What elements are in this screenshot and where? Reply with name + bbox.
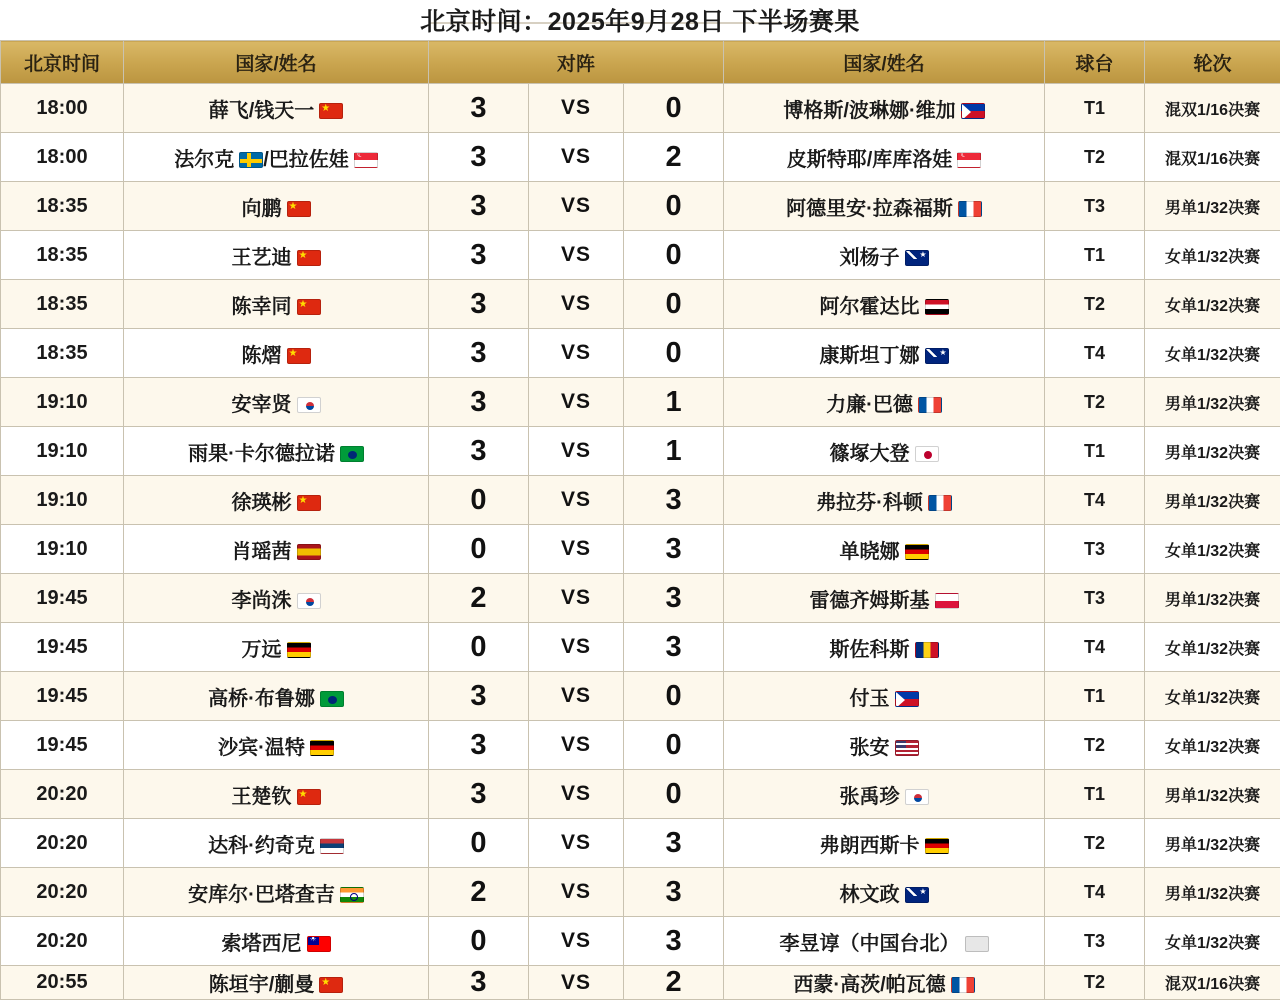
left-score: 3 — [429, 427, 529, 476]
right-player-name: 弗拉芬·科顿 — [724, 476, 1045, 525]
match-round: 女单1/32决赛 — [1145, 525, 1280, 574]
right-score: 0 — [624, 672, 724, 721]
match-round: 男单1/32决赛 — [1145, 770, 1280, 819]
match-time: 20:55 — [1, 966, 124, 1000]
match-time: 20:20 — [1, 770, 124, 819]
match-table-number: T1 — [1045, 770, 1145, 819]
right-player-name: 张禹珍 — [724, 770, 1045, 819]
right-player-name: 力廉·巴德 — [724, 378, 1045, 427]
match-table-number: T2 — [1045, 133, 1145, 182]
match-table-number: T1 — [1045, 672, 1145, 721]
country-flag-icon — [961, 103, 985, 119]
match-time: 18:00 — [1, 84, 124, 133]
match-round: 女单1/32决赛 — [1145, 280, 1280, 329]
country-flag-icon — [319, 977, 343, 993]
country-flag-icon — [915, 446, 939, 462]
vs-label: VS — [529, 868, 624, 917]
right-player-name: 阿尔霍达比 — [724, 280, 1045, 329]
country-flag-icon — [310, 740, 334, 756]
match-time: 18:35 — [1, 182, 124, 231]
match-table-number: T1 — [1045, 231, 1145, 280]
match-round: 女单1/32决赛 — [1145, 329, 1280, 378]
country-flag-icon — [297, 593, 321, 609]
country-flag-icon — [239, 152, 263, 168]
match-time: 19:45 — [1, 623, 124, 672]
country-flag-icon — [925, 299, 949, 315]
match-table-number: T1 — [1045, 427, 1145, 476]
vs-label: VS — [529, 427, 624, 476]
table-row — [1, 378, 1280, 427]
vs-label: VS — [529, 525, 624, 574]
left-score: 3 — [429, 966, 529, 1000]
match-time: 20:20 — [1, 868, 124, 917]
country-flag-icon — [965, 936, 989, 952]
left-score: 0 — [429, 476, 529, 525]
left-score: 3 — [429, 770, 529, 819]
vs-label: VS — [529, 721, 624, 770]
right-score: 3 — [624, 525, 724, 574]
left-score: 2 — [429, 868, 529, 917]
match-time: 19:45 — [1, 672, 124, 721]
left-player-name: 高桥·布鲁娜 — [124, 672, 429, 721]
vs-label: VS — [529, 819, 624, 868]
table-row — [1, 868, 1280, 917]
vs-label: VS — [529, 84, 624, 133]
country-flag-icon — [320, 691, 344, 707]
left-score: 2 — [429, 574, 529, 623]
table-row — [1, 721, 1280, 770]
match-time: 19:45 — [1, 574, 124, 623]
country-flag-icon — [319, 103, 343, 119]
left-player-name: 徐瑛彬★ — [124, 476, 429, 525]
right-player-name: 博格斯/波琳娜·维加 — [724, 84, 1045, 133]
right-score: 2 — [624, 966, 724, 1000]
country-flag-icon — [925, 838, 949, 854]
table-row — [1, 427, 1280, 476]
right-score: 0 — [624, 280, 724, 329]
right-player-name: 斯佐科斯 — [724, 623, 1045, 672]
country-flag-icon — [297, 250, 321, 266]
match-time: 18:35 — [1, 329, 124, 378]
country-flag-icon — [287, 642, 311, 658]
match-table-number: T4 — [1045, 329, 1145, 378]
match-round: 男单1/32决赛 — [1145, 574, 1280, 623]
left-player-name: 索塔西尼☀ — [124, 917, 429, 966]
country-flag-icon — [297, 397, 321, 413]
country-flag-icon — [905, 544, 929, 560]
left-player-name: 王楚钦★ — [124, 770, 429, 819]
match-table-number: T3 — [1045, 574, 1145, 623]
match-table-number: T3 — [1045, 917, 1145, 966]
match-round: 男单1/32决赛 — [1145, 819, 1280, 868]
country-flag-icon — [307, 936, 331, 952]
match-time: 19:10 — [1, 427, 124, 476]
table-row — [1, 231, 1280, 280]
vs-label: VS — [529, 770, 624, 819]
vs-label: VS — [529, 182, 624, 231]
match-table-number: T2 — [1045, 819, 1145, 868]
match-round: 女单1/32决赛 — [1145, 623, 1280, 672]
match-round: 女单1/32决赛 — [1145, 721, 1280, 770]
match-round: 女单1/32决赛 — [1145, 672, 1280, 721]
table-row — [1, 623, 1280, 672]
country-flag-icon — [957, 152, 981, 168]
match-time: 19:10 — [1, 525, 124, 574]
country-flag-icon — [895, 691, 919, 707]
match-time: 19:10 — [1, 476, 124, 525]
table-row — [1, 84, 1280, 133]
table-row — [1, 966, 1280, 1000]
left-player-name: 安宰贤 — [124, 378, 429, 427]
right-score: 0 — [624, 770, 724, 819]
right-player-name: 刘杨子★ — [724, 231, 1045, 280]
left-score: 3 — [429, 672, 529, 721]
match-time: 18:35 — [1, 231, 124, 280]
right-score: 0 — [624, 329, 724, 378]
match-time: 20:20 — [1, 819, 124, 868]
vs-label: VS — [529, 672, 624, 721]
left-player-name: 陈熠★ — [124, 329, 429, 378]
column-header-matchup: 对阵 — [429, 41, 724, 84]
vs-label: VS — [529, 917, 624, 966]
country-flag-icon — [895, 740, 919, 756]
left-player-name: 达科·约奇克 — [124, 819, 429, 868]
left-player-name: 李尚洙 — [124, 574, 429, 623]
match-time: 20:20 — [1, 917, 124, 966]
table-header — [1, 41, 1280, 84]
table-row — [1, 819, 1280, 868]
table-header-row — [1, 41, 1280, 84]
match-round: 男单1/32决赛 — [1145, 427, 1280, 476]
right-player-name: 李昱谆（中国台北） — [724, 917, 1045, 966]
column-header-time: 北京时间 — [1, 41, 124, 84]
table-row — [1, 525, 1280, 574]
left-score: 3 — [429, 84, 529, 133]
match-round: 女单1/32决赛 — [1145, 917, 1280, 966]
country-flag-icon — [287, 348, 311, 364]
table-row — [1, 476, 1280, 525]
match-time: 18:35 — [1, 280, 124, 329]
left-score: 0 — [429, 525, 529, 574]
country-flag-icon — [951, 977, 975, 993]
right-score: 3 — [624, 623, 724, 672]
table-body — [1, 84, 1280, 1000]
vs-label: VS — [529, 966, 624, 1000]
vs-label: VS — [529, 574, 624, 623]
left-score: 3 — [429, 133, 529, 182]
country-flag-icon — [918, 397, 942, 413]
country-flag-icon — [915, 642, 939, 658]
match-round: 男单1/32决赛 — [1145, 378, 1280, 427]
country-flag-icon — [354, 152, 378, 168]
match-time: 18:00 — [1, 133, 124, 182]
left-score: 3 — [429, 231, 529, 280]
left-score: 3 — [429, 280, 529, 329]
left-player-name: 陈幸同★ — [124, 280, 429, 329]
country-flag-icon — [935, 593, 959, 609]
match-round: 男单1/32决赛 — [1145, 182, 1280, 231]
left-player-name: 雨果·卡尔德拉诺 — [124, 427, 429, 476]
country-flag-icon — [320, 838, 344, 854]
table-row — [1, 770, 1280, 819]
table-row — [1, 917, 1280, 966]
match-table-number: T2 — [1045, 721, 1145, 770]
right-player-name: 阿德里安·拉森福斯 — [724, 182, 1045, 231]
left-player-name: 沙宾·温特 — [124, 721, 429, 770]
column-header-table: 球台 — [1045, 41, 1145, 84]
left-score: 3 — [429, 329, 529, 378]
right-score: 3 — [624, 574, 724, 623]
match-round: 混双1/16决赛 — [1145, 966, 1280, 1000]
table-row — [1, 672, 1280, 721]
match-round: 男单1/32决赛 — [1145, 476, 1280, 525]
match-time: 19:45 — [1, 721, 124, 770]
country-flag-icon — [297, 544, 321, 560]
left-player-name: 肖瑶茜 — [124, 525, 429, 574]
left-score: 0 — [429, 819, 529, 868]
country-flag-icon — [905, 887, 929, 903]
match-results-table — [0, 40, 1280, 1000]
column-header-right-player: 国家/姓名 — [724, 41, 1045, 84]
right-player-name: 西蒙·高茨/帕瓦德 — [724, 966, 1045, 1000]
page-title-bar — [0, 0, 1280, 40]
match-table-number: T2 — [1045, 280, 1145, 329]
left-score: 3 — [429, 182, 529, 231]
left-player-name: 法尔克 /巴拉佐娃☾ — [124, 133, 429, 182]
right-score: 3 — [624, 868, 724, 917]
right-player-name: 弗朗西斯卡 — [724, 819, 1045, 868]
right-player-name: 雷德齐姆斯基 — [724, 574, 1045, 623]
right-player-name: 单晓娜 — [724, 525, 1045, 574]
right-player-name: 张安 — [724, 721, 1045, 770]
country-flag-icon — [905, 250, 929, 266]
left-score: 3 — [429, 721, 529, 770]
vs-label: VS — [529, 476, 624, 525]
right-player-name: 皮斯特耶/库库洛娃☾ — [724, 133, 1045, 182]
table-row — [1, 574, 1280, 623]
right-score: 0 — [624, 182, 724, 231]
country-flag-icon — [287, 201, 311, 217]
country-flag-icon — [925, 348, 949, 364]
vs-label: VS — [529, 378, 624, 427]
column-header-round: 轮次 — [1145, 41, 1280, 84]
vs-label: VS — [529, 623, 624, 672]
vs-label: VS — [529, 280, 624, 329]
right-score: 3 — [624, 917, 724, 966]
vs-label: VS — [529, 133, 624, 182]
country-flag-icon — [297, 299, 321, 315]
match-table-number: T3 — [1045, 525, 1145, 574]
right-score: 3 — [624, 819, 724, 868]
country-flag-icon — [340, 887, 364, 903]
right-score: 1 — [624, 378, 724, 427]
country-flag-icon — [297, 495, 321, 511]
match-table-number: T4 — [1045, 868, 1145, 917]
table-row — [1, 329, 1280, 378]
left-player-name: 安库尔·巴塔查吉 — [124, 868, 429, 917]
vs-label: VS — [529, 231, 624, 280]
table-row — [1, 133, 1280, 182]
right-score: 3 — [624, 476, 724, 525]
left-player-name: 万远 — [124, 623, 429, 672]
right-player-name: 林文政★ — [724, 868, 1045, 917]
page-title: 北京时间：2025年9月28日 下半场赛果 — [420, 8, 860, 36]
left-player-name: 王艺迪★ — [124, 231, 429, 280]
country-flag-icon — [340, 446, 364, 462]
match-table-number: T4 — [1045, 476, 1145, 525]
match-round: 男单1/32决赛 — [1145, 868, 1280, 917]
country-flag-icon — [297, 789, 321, 805]
country-flag-icon — [958, 201, 982, 217]
match-table-number: T2 — [1045, 378, 1145, 427]
right-player-name: 篠塚大登 — [724, 427, 1045, 476]
left-player-name: 向鹏★ — [124, 182, 429, 231]
column-header-left-player: 国家/姓名 — [124, 41, 429, 84]
match-round: 混双1/16决赛 — [1145, 84, 1280, 133]
match-table-number: T4 — [1045, 623, 1145, 672]
right-score: 0 — [624, 721, 724, 770]
country-flag-icon — [905, 789, 929, 805]
right-score: 0 — [624, 84, 724, 133]
left-player-name: 薛飞/钱天一★ — [124, 84, 429, 133]
table-row — [1, 280, 1280, 329]
right-score: 0 — [624, 231, 724, 280]
country-flag-icon — [928, 495, 952, 511]
right-score: 1 — [624, 427, 724, 476]
match-time: 19:10 — [1, 378, 124, 427]
right-player-name: 康斯坦丁娜★ — [724, 329, 1045, 378]
match-round: 混双1/16决赛 — [1145, 133, 1280, 182]
table-row — [1, 182, 1280, 231]
match-table-number: T1 — [1045, 84, 1145, 133]
left-score: 0 — [429, 623, 529, 672]
left-player-name: 陈垣宇/蒯曼★ — [124, 966, 429, 1000]
right-player-name: 付玉 — [724, 672, 1045, 721]
right-score: 2 — [624, 133, 724, 182]
match-round: 女单1/32决赛 — [1145, 231, 1280, 280]
left-score: 0 — [429, 917, 529, 966]
vs-label: VS — [529, 329, 624, 378]
match-table-number: T2 — [1045, 966, 1145, 1000]
left-score: 3 — [429, 378, 529, 427]
match-table-number: T3 — [1045, 182, 1145, 231]
